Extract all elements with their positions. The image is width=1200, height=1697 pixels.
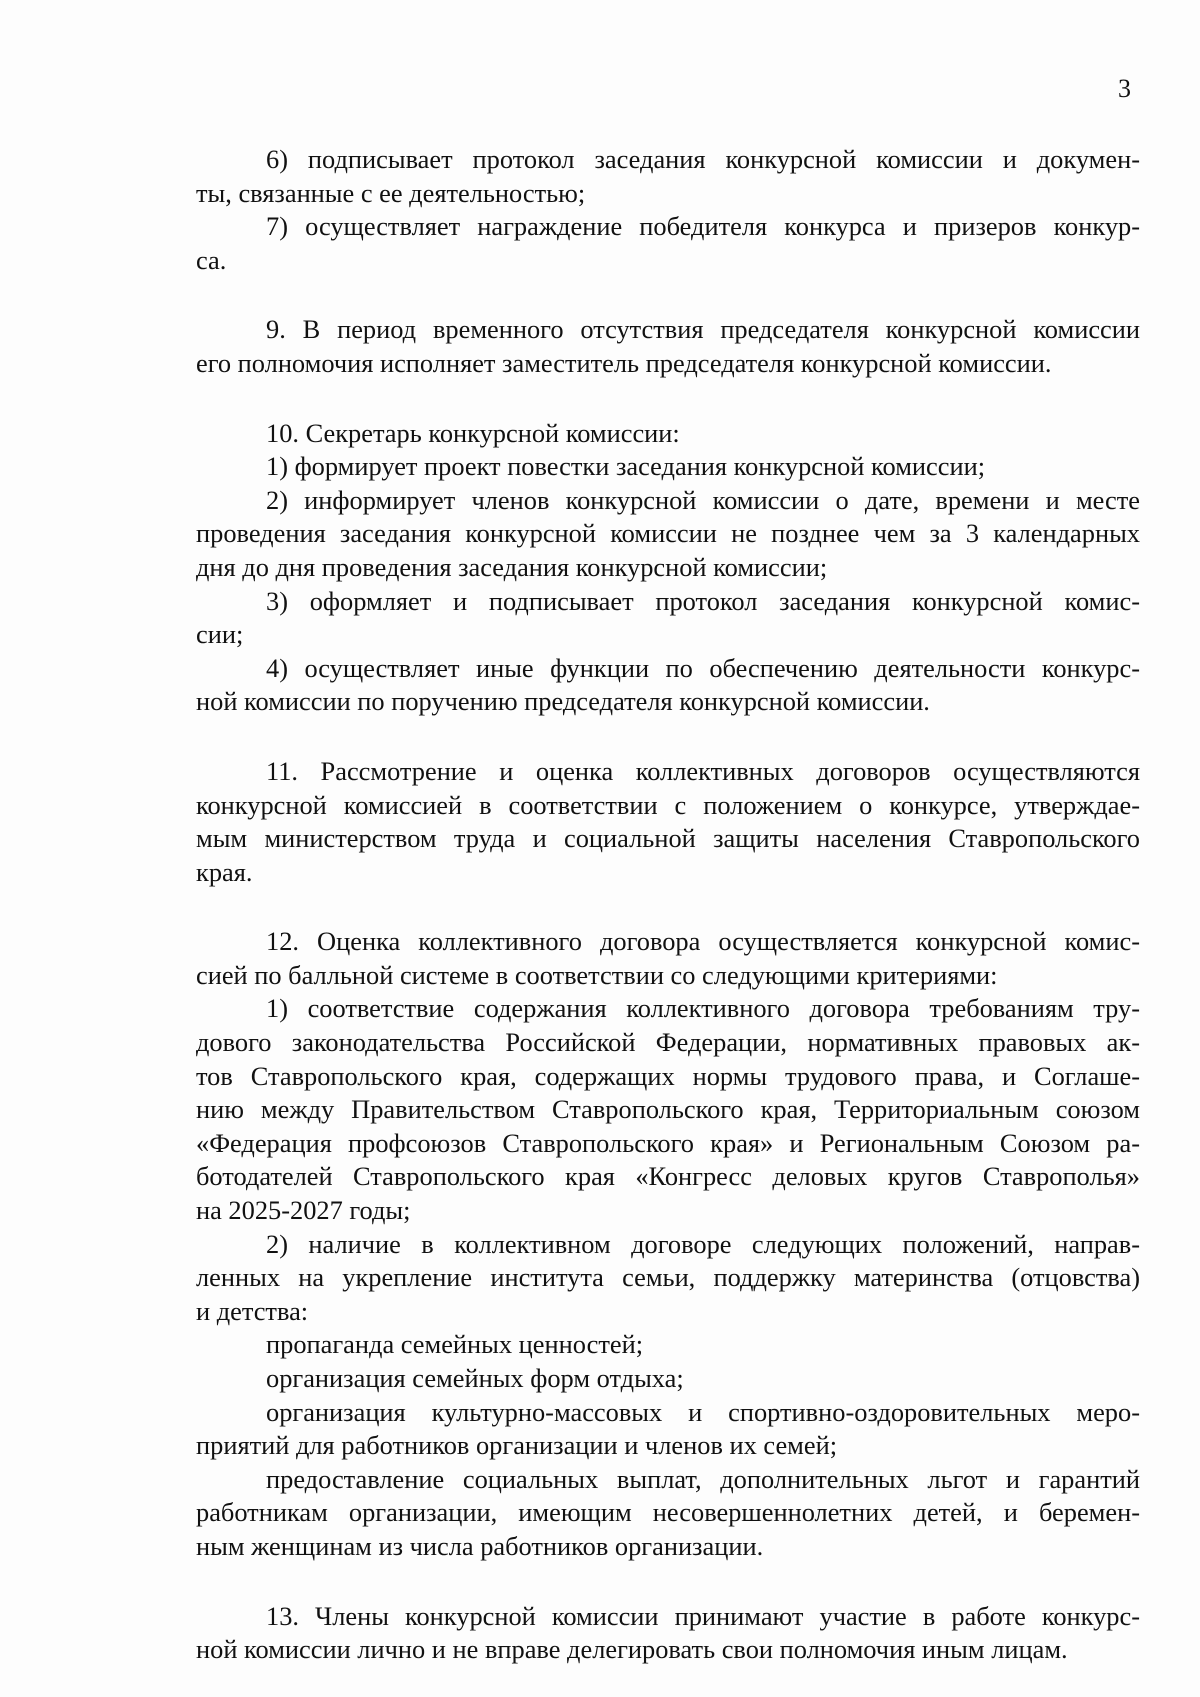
paragraph-family-values [196,1328,1140,1362]
text-line: ленных на укрепление института семьи, поддержку материнства (отцовства) [196,1262,1140,1293]
paragraph-section-10-item-3 [196,585,1140,652]
text-line: 1) формирует проект повестки заседания конкурсной комиссии; [266,451,986,482]
text-line: 7) осуществляет награждение победителя конкурса и призеров конкур- [266,211,1140,242]
text-line: дового законодательства Российской Федерации, нормативных правовых ак- [196,1027,1140,1058]
text-line: организация семейных форм отдыха; [266,1363,684,1393]
text-line: 10. Секретарь конкурсной комиссии: [266,417,680,448]
paragraph-item-7 [196,210,1140,277]
paragraph-section-13 [196,1600,1140,1667]
paragraph-section-10 [196,417,1140,451]
paragraph-gap [196,889,1140,925]
document-body [196,143,1140,1667]
text-line: 2) наличие в коллективном договоре следующих положений, направ- [266,1228,1140,1259]
text-line: нию между Правительством Ставропольского края, Территориальным союзом [196,1094,1140,1125]
text-line: 13. Члены конкурсной комиссии принимают участие в работе конкурс- [266,1600,1140,1631]
text-line: 11. Рассмотрение и оценка коллективных договоров осуществляются [266,755,1140,786]
text-line: мым министерством труда и социальной защиты населения Ставропольского [196,823,1140,854]
paragraph-section-10-item-4 [196,652,1140,719]
text-line: ной комиссии по поручению председателя конкурсной комиссии. [196,686,930,717]
text-line: сии; [196,619,244,650]
paragraph-section-10-item-1 [196,450,1140,484]
text-line: «Федерация профсоюзов Ставропольского края» и Региональным Союзом ра- [196,1127,1140,1158]
paragraph-cultural-events [196,1396,1140,1463]
text-line: тов Ставропольского края, содержащих нормы трудового права, и Соглаше- [196,1060,1140,1091]
paragraph-gap [196,381,1140,417]
paragraph-social-payments [196,1463,1140,1564]
text-line: 9. В период временного отсутствия председателя конкурсной комиссии [266,314,1140,345]
text-line: организация культурно-массовых и спортивно-оздоровительных меро- [266,1396,1140,1427]
text-line: ной комиссии лично и не вправе делегировать свои полномочия иным лицам. [196,1634,1068,1665]
paragraph-gap [196,1564,1140,1600]
text-line: работникам организации, имеющим несовершеннолетних детей, и беремен- [196,1497,1140,1528]
text-line: его полномочия исполняет заместитель председателя конкурсной комиссии. [196,347,1052,378]
text-line: ботодателей Ставропольского края «Конгресс деловых кругов Ставрополья» [196,1161,1140,1192]
text-line: 4) осуществляет иные функции по обеспечению деятельности конкурс- [266,652,1140,683]
paragraph-section-9 [196,313,1140,380]
text-line: пропаганда семейных ценностей; [266,1329,644,1360]
paragraph-family-leisure [196,1362,1140,1396]
text-line: приятий для работников организации и членов их семей; [196,1430,838,1461]
paragraph-section-12-item-2 [196,1228,1140,1329]
text-line: 3) оформляет и подписывает протокол заседания конкурсной комис- [266,585,1140,616]
text-line: 2) информирует членов конкурсной комиссии о дате, времени и месте [266,484,1140,515]
paragraph-section-12-item-1 [196,992,1140,1227]
text-line: са. [196,244,227,275]
paragraph-gap [196,719,1140,755]
text-line: предоставление социальных выплат, дополнительных льгот и гарантий [266,1463,1140,1494]
text-line: ным женщинам из числа работников организации. [196,1530,764,1561]
text-line: конкурсной комиссией в соответствии с положением о конкурсе, утверждае- [196,789,1140,820]
text-line: дня до дня проведения заседания конкурсной комиссии; [196,551,828,582]
paragraph-section-10-item-2 [196,484,1140,585]
paragraph-section-11 [196,755,1140,889]
text-line: 6) подписывает протокол заседания конкурсной комиссии и докумен- [266,144,1140,174]
paragraph-item-6 [196,143,1140,210]
text-line: проведения заседания конкурсной комиссии не позднее чем за 3 календарных [196,518,1140,549]
text-line: на 2025-2027 годы; [196,1195,411,1226]
text-line: и детства: [196,1295,309,1326]
text-line: сией по балльной системе в соответствии со следующими критериями: [196,959,998,990]
text-line: 1) соответствие содержания коллективного договора требованиям тру- [266,993,1140,1024]
paragraph-gap [196,277,1140,313]
text-line: края. [196,856,253,887]
paragraph-section-12 [196,925,1140,992]
page-number: 3 [1118,74,1131,103]
text-line: 12. Оценка коллективного договора осуществляется конкурсной комис- [266,926,1140,957]
text-line: ты, связанные с ее деятельностью; [196,177,586,208]
